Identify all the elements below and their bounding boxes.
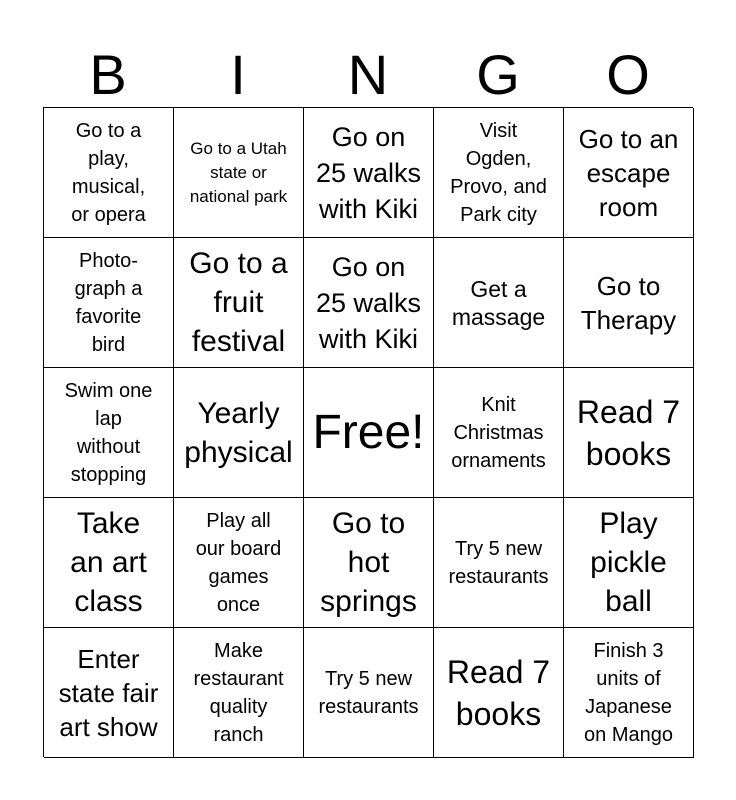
bingo-cell-r5c5[interactable] xyxy=(564,628,694,758)
cell-text: Read 7 books xyxy=(576,393,681,472)
cell-text: Finish 3 units of Japanese on Mango xyxy=(584,639,673,746)
cell-text: Go on 25 walks with Kiki xyxy=(315,251,422,354)
header-letter-i: I xyxy=(230,43,246,106)
free-space: Free! xyxy=(312,405,425,459)
cell-text: Get a massage xyxy=(451,275,546,330)
bingo-cell-r3c4[interactable] xyxy=(434,368,564,498)
cell-text: Play all our board games once xyxy=(195,509,282,616)
bingo-cell-r4c4[interactable] xyxy=(434,498,564,628)
cell-text: Read 7 books xyxy=(446,653,551,732)
bingo-cell-r3c1[interactable] xyxy=(44,368,174,498)
bingo-header xyxy=(43,44,693,106)
cell-text: Enter state fair art show xyxy=(58,643,159,742)
bingo-cell-r4c5[interactable] xyxy=(564,498,694,628)
cell-text: Try 5 new restaurants xyxy=(448,537,549,588)
header-letter-g: G xyxy=(476,43,520,106)
bingo-cell-r5c2[interactable] xyxy=(174,628,304,758)
cell-text: Take an art class xyxy=(70,507,147,618)
cell-text: Photo- graph a favorite bird xyxy=(74,249,143,356)
bingo-cell-r5c4[interactable] xyxy=(434,628,564,758)
cell-text: Go to a fruit festival xyxy=(189,247,288,358)
bingo-cell-r1c4[interactable] xyxy=(434,108,564,238)
bingo-cell-r2c4[interactable] xyxy=(434,238,564,368)
cell-text: Go to a play, musical, or opera xyxy=(71,119,146,226)
bingo-cell-r3c5[interactable] xyxy=(564,368,694,498)
cell-text: Yearly physical xyxy=(184,396,293,469)
bingo-cell-r4c1[interactable] xyxy=(44,498,174,628)
header-letter-b: B xyxy=(89,43,127,106)
cell-text: Go to a Utah state or national park xyxy=(189,138,288,206)
bingo-cell-r1c3[interactable] xyxy=(304,108,434,238)
bingo-cell-r2c3[interactable] xyxy=(304,238,434,368)
bingo-cell-r5c3[interactable] xyxy=(304,628,434,758)
cell-text: Make restaurant quality ranch xyxy=(193,639,284,746)
cell-text: Visit Ogden, Provo, and Park city xyxy=(450,119,547,226)
cell-text: Try 5 new restaurants xyxy=(318,667,419,718)
cell-text: Play pickle ball xyxy=(590,507,667,618)
cell-text: Go to Therapy xyxy=(580,270,677,335)
bingo-cell-r3c3[interactable] xyxy=(304,368,434,498)
bingo-cell-r4c3[interactable] xyxy=(304,498,434,628)
cell-text: Knit Christmas ornaments xyxy=(451,393,546,472)
cell-text: Swim one lap without stopping xyxy=(64,379,153,486)
bingo-cell-r2c2[interactable] xyxy=(174,238,304,368)
bingo-board xyxy=(43,107,693,757)
header-letter-o: O xyxy=(606,43,650,106)
bingo-cell-r5c1[interactable] xyxy=(44,628,174,758)
cell-text: Go on 25 walks with Kiki xyxy=(315,121,422,224)
bingo-cell-r1c1[interactable] xyxy=(44,108,174,238)
bingo-cell-r2c1[interactable] xyxy=(44,238,174,368)
header-letter-n: N xyxy=(347,43,389,106)
bingo-cell-r1c2[interactable] xyxy=(174,108,304,238)
bingo-cell-r1c5[interactable] xyxy=(564,108,694,238)
cell-text: Go to hot springs xyxy=(320,507,417,618)
bingo-cell-r2c5[interactable] xyxy=(564,238,694,368)
bingo-cell-r4c2[interactable] xyxy=(174,498,304,628)
bingo-cell-r3c2[interactable] xyxy=(174,368,304,498)
cell-text: Go to an escape room xyxy=(578,123,679,222)
